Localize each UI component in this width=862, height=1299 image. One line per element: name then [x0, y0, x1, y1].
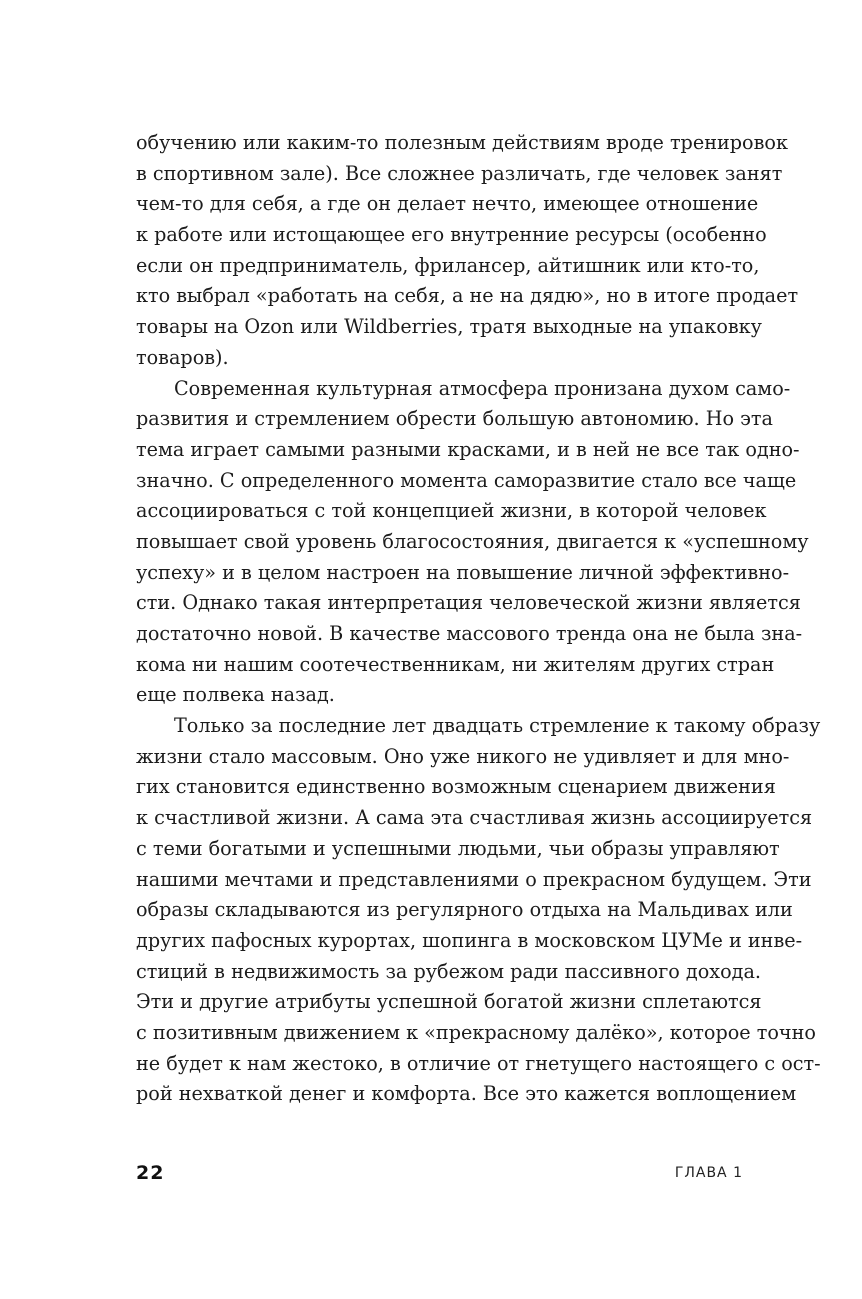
paragraph: [136, 374, 809, 712]
text-line: гих становится единственно возможным сценарием движения: [136, 775, 776, 799]
text-line: товаров).: [136, 345, 229, 369]
text-line: не будет к нам жестоко, в отличие от гнетущего настоящего с ост-: [136, 1051, 821, 1075]
text-line: если он предприниматель, фрилансер, айтишник или кто-то,: [136, 253, 760, 277]
text-line: стиций в недвижимость за рубежом ради пассивного дохода.: [136, 959, 762, 983]
body-text: [136, 128, 821, 1110]
text-line: в спортивном зале). Все сложнее различать, где человек занят: [136, 161, 783, 185]
text-line: кто выбрал «работать на себя, а не на дядю», но в итоге продает: [136, 284, 799, 308]
text-line: жизни стало массовым. Оно уже никого не удивляет и для мно-: [136, 744, 790, 768]
page-number: 22: [136, 1162, 165, 1184]
text-line: к счастливой жизни. А сама эта счастливая жизнь ассоциируется: [136, 806, 813, 830]
text-line: успеху» и в целом настроен на повышение личной эффективно-: [136, 560, 790, 584]
text-line: еще полвека назад.: [136, 683, 335, 707]
text-line: к работе или истощающее его внутренние ресурсы (особенно: [136, 223, 767, 247]
text-line: с позитивным движением к «прекрасному далёко», которое точно: [136, 1020, 816, 1044]
running-header-chapter: ГЛАВА 1: [674, 1165, 743, 1181]
text-line: Только за последние лет двадцать стремление к такому образу: [174, 714, 821, 738]
text-line: товары на Ozon или Wildberries, тратя выходные на упаковку: [136, 315, 762, 339]
text-line: сти. Однако такая интерпретация человеческой жизни является: [136, 591, 801, 615]
text-line: образы складываются из регулярного отдыха на Мальдивах или: [136, 898, 793, 922]
text-line: повышает свой уровень благосостояния, двигается к «успешному: [136, 529, 809, 553]
paragraph: [136, 711, 821, 1110]
text-line: кома ни нашим соотечественникам, ни жителям других стран: [136, 652, 775, 676]
text-line: Эти и другие атрибуты успешной богатой жизни сплетаются: [136, 990, 762, 1014]
text-line: развития и стремлением обрести большую автономию. Но эта: [136, 407, 773, 431]
text-line: тема играет самыми разными красками, и в ней не все так одно-: [136, 437, 800, 461]
text-line: других пафосных курортах, шопинга в московском ЦУМе и инве-: [136, 928, 803, 952]
text-line: ассоциироваться с той концепцией жизни, в которой человек: [136, 499, 767, 523]
text-line: Современная культурная атмосфера пронизана духом само-: [174, 376, 791, 400]
text-line: с теми богатыми и успешными людьми, чьи образы управляют: [136, 836, 780, 860]
text-line: рой нехваткой денег и комфорта. Все это кажется воплощением: [136, 1082, 797, 1106]
paragraph: [136, 128, 799, 374]
text-line: достаточно новой. В качестве массового тренда она не была зна-: [136, 622, 803, 645]
text-line: нашими мечтами и представлениями о прекрасном будущем. Эти: [136, 867, 812, 891]
page-footer: [136, 1162, 743, 1190]
text-line: обучению или каким-то полезным действиям вроде тренировок: [136, 131, 788, 154]
text-line: чем-то для себя, а где он делает нечто, имеющее отношение: [136, 192, 759, 216]
text-line: значно. С определенного момента саморазвитие стало все чаще: [136, 468, 797, 492]
